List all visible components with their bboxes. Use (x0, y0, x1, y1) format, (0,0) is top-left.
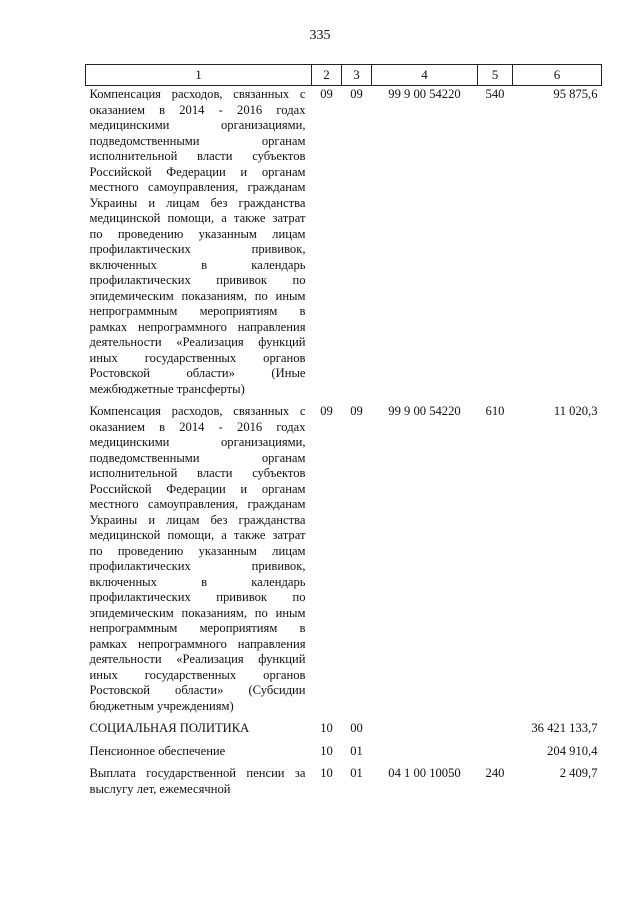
row-subsection: 01 (350, 743, 363, 758)
table-row (86, 721, 602, 744)
row-amount: 2 409,7 (559, 766, 598, 780)
header-col-2: 2 (312, 65, 342, 86)
row-target (372, 744, 478, 767)
row-name: СОЦИАЛЬНАЯ ПОЛИТИКА (89, 721, 250, 735)
header-col-4: 4 (372, 65, 478, 86)
table-row (86, 404, 602, 721)
header-row (86, 65, 602, 86)
page-number: 335 (309, 28, 331, 43)
row-amount: 204 910,4 (547, 743, 598, 758)
row-target: 04 1 00 10050 (388, 766, 461, 780)
row-kind (478, 744, 513, 767)
row-name: Пенсионное обеспечение (89, 743, 226, 758)
row-subsection: 00 (350, 721, 363, 735)
row-kind: 240 (485, 766, 505, 780)
table-header (86, 65, 602, 86)
header-col-3: 3 (342, 65, 372, 86)
row-name: Компенсация расходов, связанных с оказанием в 2014 - 2016 годах медицинскими организациями, подведомственными органам исполнительной власти субъектов Российской Федерации и органам местного самоуправления, гражданам Украины и лицам без гражданства медицинской помощи, а также затрат по проведению указанным лицам профилактических прививок, включенных в календарь профилактических прививок по эпидемическим показаниям, по иным непрограммным мероприятиям в рамках непрограммного направления деятельности «Реализация функций иных государственных органов Ростовской области» (Субсидии бюджетным учреждениям) (89, 404, 306, 713)
table-row (86, 766, 602, 797)
row-amount: 95 875,6 (553, 87, 598, 101)
row-kind (478, 721, 513, 744)
row-name: Компенсация расходов, связанных с оказанием в 2014 - 2016 годах медицинскими организациями, подведомственными органам исполнительной власти субъектов Российской Федерации и органам местного самоуправления, гражданам Украины и лицам без гражданства медицинской помощи, а также затрат по проведению указанным лицам профилактических прививок, включенных в календарь профилактических прививок по эпидемическим показаниям, по иным непрограммным мероприятиям в рамках непрограммного направления деятельности «Реализация функций иных государственных органов Ростовской области» (Иные межбюджетные трансферты) (89, 87, 306, 396)
row-subsection: 09 (350, 87, 363, 101)
row-section: 10 (320, 766, 333, 780)
row-subsection: 09 (350, 404, 363, 418)
row-name: Выплата государственной пенсии за выслугу лет, ежемесячной (89, 766, 306, 796)
row-amount: 36 421 133,7 (531, 721, 598, 735)
row-section: 10 (320, 721, 333, 735)
table-row (86, 86, 602, 405)
row-kind: 610 (485, 404, 505, 418)
row-section: 09 (320, 404, 333, 418)
header-col-5: 5 (478, 65, 513, 86)
row-amount: 11 020,3 (553, 404, 598, 418)
row-section: 09 (320, 87, 333, 101)
budget-table (85, 64, 602, 797)
row-kind: 540 (485, 87, 505, 101)
header-col-6: 6 (513, 65, 602, 86)
row-target (372, 721, 478, 744)
row-section: 10 (320, 743, 333, 758)
table-row (86, 744, 602, 767)
header-col-1: 1 (86, 65, 312, 86)
row-subsection: 01 (350, 766, 363, 780)
row-target: 99 9 00 54220 (388, 87, 461, 101)
table-body (86, 86, 602, 798)
row-target: 99 9 00 54220 (388, 404, 461, 418)
